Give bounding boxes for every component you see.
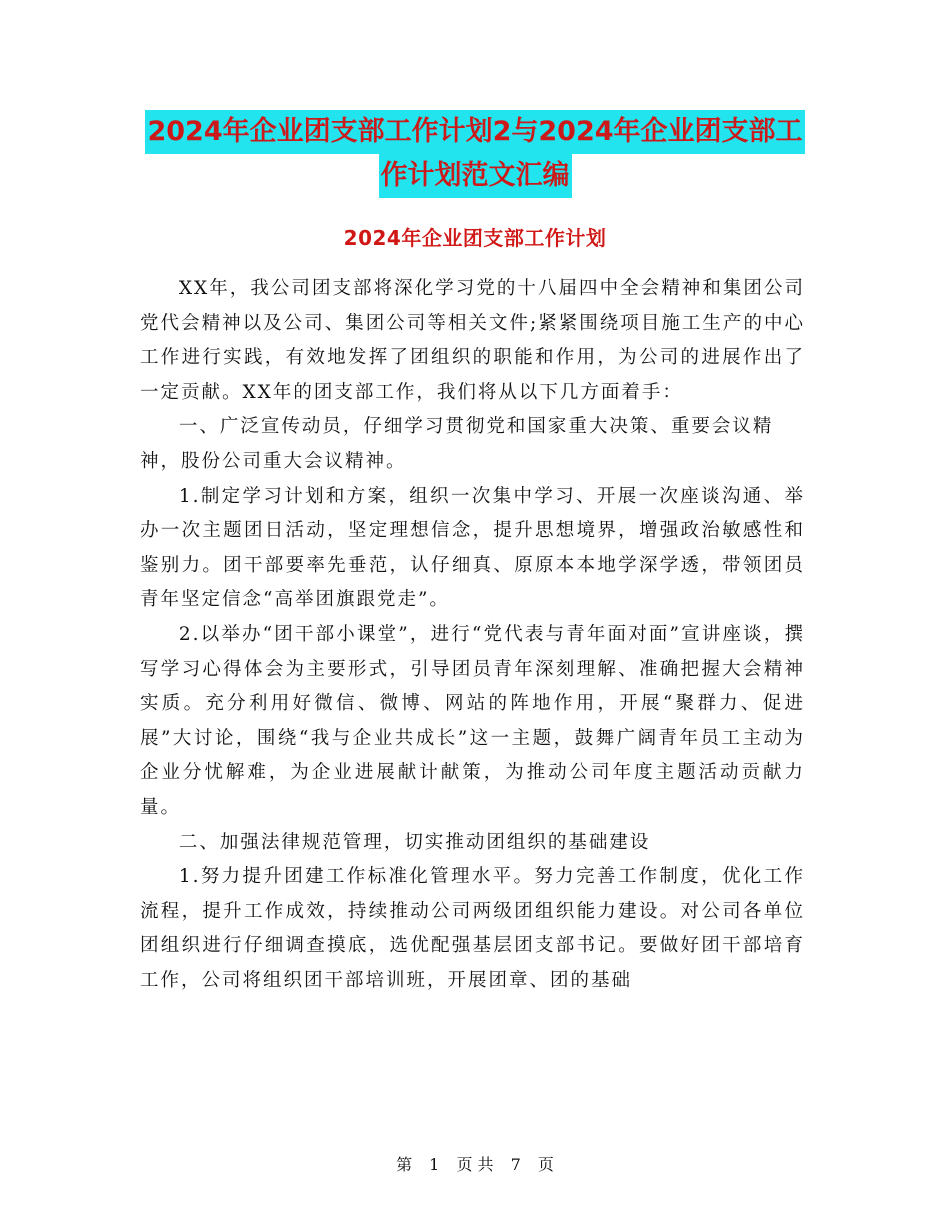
paragraph-item-1-1: 1.制定学习计划和方案，组织一次集中学习、开展一次座谈沟通、举办一次主题团日活动，坚定理想信念，提升思想境界，增强政治敏感性和鉴别力。团干部要率先垂范，认仔细真、原原本本地学深学透，带领团员青年坚定信念“高举团旗跟党走”。 [140, 485, 805, 611]
paragraph-intro: XX年，我公司团支部将深化学习党的十八届四中全会精神和集团公司党代会精神以及公司、集团公司等相关文件;紧紧围绕项目施工生产的中心工作进行实践，有效地发挥了团组织的职能和作用，为公司的进展作出了一定贡献。XX年的团支部工作，我们将从以下几方面着手： [140, 278, 805, 403]
paragraph-item-1-2: 2.以举办“团干部小课堂”，进行“党代表与青年面对面”宣讲座谈，撰写学习心得体会为主要形式，引导团员青年深刻理解、准确把握大会精神实质。充分利用好微信、微博、网站的阵地作用，开展“聚群力、促进展”大讨论，围绕“我与企业共成长”这一主题，鼓舞广阔青年员工主动为企业分忧解难，为企业进展献计献策，为推动公司年度主题活动贡献力量。 [140, 623, 806, 818]
document-title [0, 110, 950, 198]
footer-page-total: 7 [510, 1155, 521, 1174]
paragraph-item-2-1: 1.努力提升团建工作标准化管理水平。努力完善工作制度，优化工作流程，提升工作成效，持续推动公司两级团组织能力建设。对公司各单位团组织进行仔细调查摸底，选优配强基层团支部书记。要做好团干部培育工作，公司将组织团干部培训班，开展团章、团的基础 [140, 866, 805, 991]
paragraph-heading-1: 一、广泛宣传动员，仔细学习贯彻党和国家重大决策、重要会议精神，股份公司重大会议精神。 [140, 416, 774, 472]
footer-page-current: 1 [429, 1155, 440, 1174]
page-footer [0, 1152, 950, 1175]
section-title: 2024年企业团支部工作计划 [343, 226, 607, 250]
document-title-line-2: 作计划范文汇编 [379, 154, 572, 198]
document-title-line-1: 2024年企业团支部工作计划2与2024年企业团支部工 [145, 110, 804, 154]
footer-middle: 页 共 [456, 1155, 494, 1174]
document-body [140, 272, 805, 998]
paragraph-heading-2: 二、加强法律规范管理，切实推动团组织的基础建设 [178, 831, 651, 853]
footer-prefix: 第 [396, 1155, 413, 1174]
footer-suffix: 页 [537, 1155, 554, 1174]
